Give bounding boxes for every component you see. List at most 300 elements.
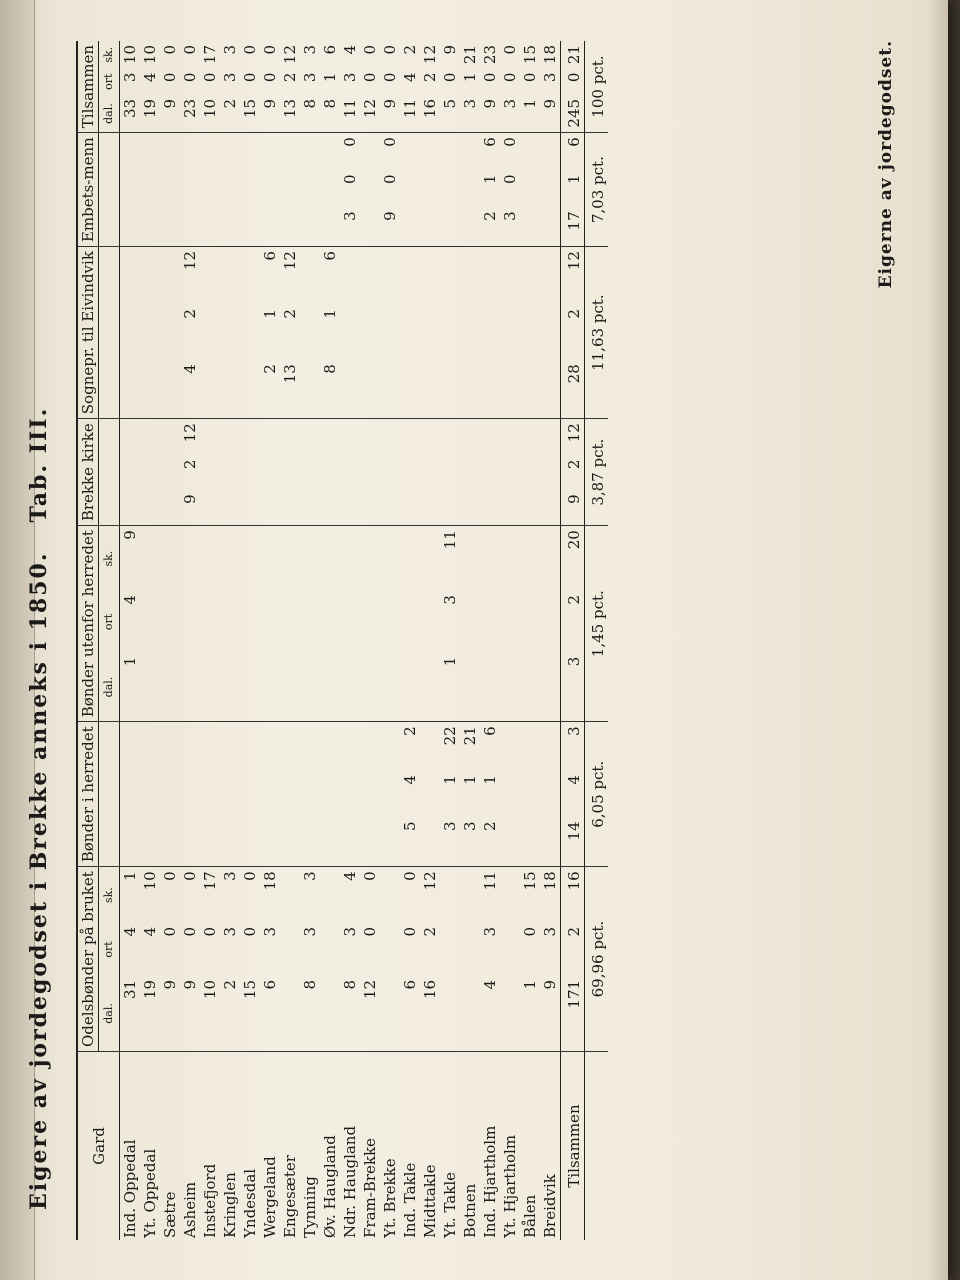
cell-utenfor <box>500 591 520 653</box>
cell-sum: 15 <box>521 44 539 65</box>
cell-utenfor <box>540 526 561 591</box>
gard-name: Øv. Haugland <box>321 1135 339 1238</box>
cell-herred <box>220 771 240 817</box>
gard-name: Yndesdal <box>241 1168 259 1238</box>
cell-kirke <box>200 490 220 525</box>
cell-sogn <box>160 247 180 306</box>
cell-sum: 1 <box>520 95 540 133</box>
cell-utenfor <box>520 653 540 722</box>
cell-odel: 12 <box>360 976 380 1052</box>
unit-ort: ort <box>99 923 120 976</box>
cell-herred <box>280 818 300 867</box>
cell-kirke <box>320 456 340 491</box>
cell-sum: 15 <box>240 95 260 133</box>
cell-sogn <box>400 247 420 306</box>
cell-kirke <box>300 419 320 456</box>
cell-utenfor <box>320 591 340 653</box>
cell-sogn <box>140 247 160 306</box>
cell-odel: 1 <box>121 871 139 881</box>
cell-sum: 3 <box>221 44 239 55</box>
cell-kirke <box>220 456 240 491</box>
cell-sogn <box>200 360 220 419</box>
ownership-table <box>76 41 608 1240</box>
cell-sogn <box>300 360 320 419</box>
cell-kirke <box>480 456 500 491</box>
cell-sogn <box>400 305 420 360</box>
cell-herred <box>360 722 380 771</box>
book-binding <box>928 0 948 1280</box>
cell-sum: 2 <box>281 72 299 83</box>
cell-embets <box>120 170 141 207</box>
cell-sogn <box>240 247 260 306</box>
cell-sum: 0 <box>381 44 399 55</box>
cell-utenfor <box>280 653 300 722</box>
table-row <box>180 41 200 1240</box>
cell-embets: 2 <box>480 207 500 246</box>
cell-kirke <box>160 419 180 456</box>
cell-kirke <box>260 456 280 491</box>
total-embets: 17 <box>561 207 585 246</box>
cell-kirke <box>320 419 340 456</box>
cell-kirke <box>120 456 141 491</box>
title-text: Eigere av jordegodset i Brekke anneks i 1850. <box>26 551 52 1210</box>
cell-embets <box>400 207 420 246</box>
cell-herred <box>160 771 180 817</box>
cell-sogn: 2 <box>281 309 299 319</box>
cell-embets <box>520 207 540 246</box>
cell-herred <box>500 771 520 817</box>
table-title <box>26 20 52 1260</box>
cell-kirke <box>360 419 380 456</box>
cell-odel: 10 <box>200 976 220 1052</box>
cell-sogn <box>540 360 561 419</box>
cell-sogn <box>440 247 460 306</box>
total-sum: 0 <box>561 69 585 95</box>
cell-embets <box>360 170 380 207</box>
cell-kirke <box>420 456 440 491</box>
cell-utenfor <box>240 653 260 722</box>
cell-sogn <box>480 360 500 419</box>
cell-utenfor <box>220 526 240 591</box>
cell-herred <box>260 818 280 867</box>
gard-name: Instefjord <box>201 1163 219 1238</box>
total-herred: 4 <box>561 771 585 817</box>
cell-sogn <box>200 247 220 306</box>
cell-herred: 5 <box>400 818 420 867</box>
cell-kirke <box>220 419 240 456</box>
cell-sogn <box>340 360 360 419</box>
cell-sum: 4 <box>341 44 359 55</box>
col-gard: Gard <box>77 1052 120 1241</box>
total-utenfor: 2 <box>561 591 585 653</box>
cell-kirke <box>460 456 480 491</box>
rotated-table-canvas <box>6 20 906 1260</box>
cell-odel: 3 <box>261 926 279 937</box>
cell-kirke <box>240 456 260 491</box>
gard-name: Ind. Hjartholm <box>481 1125 499 1238</box>
cell-utenfor <box>420 591 440 653</box>
cell-kirke <box>520 456 540 491</box>
cell-embets <box>420 170 440 207</box>
cell-embets <box>280 170 300 207</box>
cell-sum: 2 <box>421 72 439 83</box>
cell-sogn <box>400 360 420 419</box>
gard-name: Wergeland <box>261 1156 279 1238</box>
gard-name: Yt. Takle <box>441 1171 459 1238</box>
cell-kirke <box>540 456 561 491</box>
cell-herred: 3 <box>460 818 480 867</box>
cell-herred <box>340 771 360 817</box>
cell-embets <box>520 170 540 207</box>
table-row <box>320 41 340 1240</box>
cell-embets: 0 <box>381 174 399 184</box>
cell-kirke <box>540 490 561 525</box>
cell-herred <box>340 722 360 771</box>
cell-odel: 10 <box>141 871 159 891</box>
cell-herred <box>540 722 561 771</box>
table-row <box>300 41 320 1240</box>
table-body <box>120 41 609 1240</box>
cell-herred: 2 <box>480 818 500 867</box>
cell-utenfor <box>540 591 561 653</box>
cell-utenfor <box>320 526 340 591</box>
total-kirke: 9 <box>561 490 585 525</box>
cell-odel: 0 <box>361 871 379 881</box>
cell-embets <box>120 133 141 171</box>
cell-sum: 0 <box>501 72 519 83</box>
cell-sum: 0 <box>181 44 199 55</box>
cell-kirke <box>400 419 420 456</box>
cell-sum: 0 <box>361 72 379 83</box>
cell-herred: 1 <box>481 775 499 785</box>
cell-sum: 0 <box>161 72 179 83</box>
cell-utenfor <box>340 653 360 722</box>
cell-herred: 3 <box>440 818 460 867</box>
cell-herred <box>520 771 540 817</box>
gard-name: Ind. Oppedal <box>121 1139 139 1238</box>
cell-odel: 4 <box>341 871 359 881</box>
cell-utenfor <box>320 653 340 722</box>
cell-sogn <box>120 247 141 306</box>
cell-odel: 8 <box>300 976 320 1052</box>
cell-odel: 0 <box>401 926 419 937</box>
cell-utenfor <box>400 526 420 591</box>
unit-dal: dal. <box>99 653 120 722</box>
percent-odel: 69,96 pct. <box>585 867 609 1052</box>
cell-embets <box>240 207 260 246</box>
unit-dal: dal. <box>99 976 120 1052</box>
cell-herred <box>360 818 380 867</box>
cell-sum: 0 <box>241 72 259 83</box>
cell-sogn <box>440 305 460 360</box>
cell-odel: 18 <box>541 871 559 891</box>
cell-odel: 19 <box>140 976 160 1052</box>
cell-embets <box>320 133 340 171</box>
cell-odel: 11 <box>481 871 499 891</box>
cell-odel <box>500 867 520 923</box>
cell-utenfor <box>420 526 440 591</box>
cell-kirke <box>340 490 360 525</box>
cell-sogn <box>160 305 180 360</box>
gard-name: Botnen <box>461 1183 479 1238</box>
cell-herred <box>540 818 561 867</box>
cell-embets: 6 <box>481 137 499 147</box>
cell-embets: 3 <box>500 207 520 246</box>
cell-odel: 0 <box>361 926 379 937</box>
cell-utenfor: 1 <box>440 653 460 722</box>
cell-odel: 6 <box>260 976 280 1052</box>
cell-utenfor <box>240 526 260 591</box>
cell-herred <box>420 722 440 771</box>
cell-sum: 3 <box>460 95 480 133</box>
cell-sum: 23 <box>180 95 200 133</box>
cell-sogn <box>340 305 360 360</box>
col-brekke-kirke: Brekke kirke <box>77 419 99 526</box>
percent-embets: 7,03 pct. <box>585 133 609 247</box>
cell-odel <box>280 867 300 923</box>
cell-odel: 9 <box>160 976 180 1052</box>
cell-odel: 3 <box>221 871 239 881</box>
col-odel: Odelsbønder på bruket <box>77 867 99 1052</box>
cell-utenfor: 11 <box>441 530 459 550</box>
cell-odel: 0 <box>521 926 539 937</box>
gard-name: Breidvik <box>541 1174 559 1238</box>
table-row <box>440 41 460 1240</box>
cell-sogn: 12 <box>281 251 299 271</box>
cell-kirke <box>140 456 160 491</box>
cell-odel <box>320 923 340 976</box>
cell-embets: 0 <box>341 137 359 147</box>
cell-sogn <box>220 305 240 360</box>
cell-kirke <box>460 490 480 525</box>
cell-odel: 0 <box>241 926 259 937</box>
cell-embets <box>540 207 561 246</box>
cell-utenfor <box>160 591 180 653</box>
cell-odel <box>460 923 480 976</box>
cell-sogn <box>520 247 540 306</box>
cell-kirke <box>240 419 260 456</box>
cell-embets <box>200 207 220 246</box>
percent-sogn: 11,63 pct. <box>585 247 609 419</box>
cell-utenfor <box>160 653 180 722</box>
cell-kirke <box>540 419 561 456</box>
cell-sum: 19 <box>140 95 160 133</box>
cell-utenfor <box>180 526 200 591</box>
cell-embets <box>160 207 180 246</box>
cell-embets <box>180 133 200 171</box>
cell-sum: 3 <box>500 95 520 133</box>
cell-embets <box>300 207 320 246</box>
cell-utenfor <box>460 591 480 653</box>
cell-embets <box>160 133 180 171</box>
cell-herred <box>520 818 540 867</box>
cell-sogn: 2 <box>260 360 280 419</box>
cell-sogn <box>500 305 520 360</box>
cell-sum: 0 <box>261 72 279 83</box>
cell-kirke <box>500 490 520 525</box>
cell-embets: 0 <box>341 174 359 184</box>
cell-sum: 9 <box>441 44 459 55</box>
total-sogn: 28 <box>561 360 585 419</box>
unit-sk: sk. <box>99 41 120 69</box>
cell-herred: 21 <box>461 726 479 746</box>
cell-kirke <box>320 490 340 525</box>
header-row <box>77 41 99 1240</box>
cell-herred <box>240 722 260 771</box>
cell-sum: 13 <box>280 95 300 133</box>
cell-kirke <box>260 490 280 525</box>
cell-sogn: 4 <box>180 360 200 419</box>
cell-embets <box>240 133 260 171</box>
cell-sum: 12 <box>360 95 380 133</box>
col-embetsmenn: Embets-menn <box>77 133 99 247</box>
cell-sogn <box>340 247 360 306</box>
gard-name: Yt. Brekke <box>381 1158 399 1238</box>
cell-herred: 22 <box>441 726 459 746</box>
cell-sum: 16 <box>420 95 440 133</box>
cell-utenfor <box>280 526 300 591</box>
cell-embets: 0 <box>501 137 519 147</box>
cell-kirke <box>120 419 141 456</box>
cell-sum: 0 <box>161 44 179 55</box>
cell-odel: 0 <box>181 926 199 937</box>
cell-sogn <box>120 360 141 419</box>
cell-herred <box>320 771 340 817</box>
cell-herred <box>220 722 240 771</box>
cell-embets <box>140 133 160 171</box>
cell-sum: 5 <box>440 95 460 133</box>
cell-kirke <box>360 456 380 491</box>
cell-sogn <box>380 305 400 360</box>
cell-utenfor: 9 <box>121 530 139 540</box>
table-row <box>400 41 420 1240</box>
cell-embets <box>220 207 240 246</box>
cell-odel: 6 <box>400 976 420 1052</box>
cell-utenfor: 4 <box>121 595 139 605</box>
total-sogn: 12 <box>561 247 585 306</box>
cell-odel <box>280 976 300 1052</box>
cell-kirke <box>200 456 220 491</box>
cell-embets <box>260 133 280 171</box>
cell-utenfor <box>500 653 520 722</box>
cell-embets <box>440 207 460 246</box>
cell-kirke <box>120 490 141 525</box>
cell-utenfor: 1 <box>120 653 141 722</box>
cell-odel <box>460 976 480 1052</box>
cell-kirke <box>340 419 360 456</box>
cell-sogn <box>460 360 480 419</box>
cell-embets <box>260 207 280 246</box>
cell-utenfor <box>300 653 320 722</box>
cell-kirke <box>140 490 160 525</box>
cell-sogn <box>360 247 380 306</box>
gard-name: Yt. Oppedal <box>141 1148 159 1238</box>
cell-herred <box>140 818 160 867</box>
cell-herred <box>220 818 240 867</box>
cell-utenfor <box>480 653 500 722</box>
cell-utenfor <box>260 591 280 653</box>
cell-herred <box>340 818 360 867</box>
cell-utenfor <box>460 526 480 591</box>
cell-odel <box>380 867 400 923</box>
cell-utenfor <box>180 591 200 653</box>
cell-kirke <box>400 456 420 491</box>
total-sum: 245 <box>561 95 585 133</box>
cell-odel: 3 <box>481 926 499 937</box>
cell-sum: 0 <box>201 72 219 83</box>
cell-utenfor <box>340 526 360 591</box>
cell-sum: 11 <box>340 95 360 133</box>
gard-name: Fram-Brekke <box>361 1138 379 1238</box>
cell-odel: 18 <box>261 871 279 891</box>
totals-label: Tilsammen <box>561 1052 585 1241</box>
total-utenfor: 20 <box>561 526 585 591</box>
cell-sum: 3 <box>121 72 139 83</box>
table-row <box>360 41 380 1240</box>
cell-herred <box>300 818 320 867</box>
cell-sum: 2 <box>401 44 419 55</box>
cell-sogn: 13 <box>280 360 300 419</box>
unit-ort: ort <box>99 69 120 95</box>
cell-odel: 12 <box>421 871 439 891</box>
cell-herred <box>120 771 141 817</box>
cell-herred <box>200 818 220 867</box>
table-row <box>520 41 540 1240</box>
cell-utenfor <box>500 526 520 591</box>
total-herred: 3 <box>561 722 585 771</box>
cell-odel: 0 <box>241 871 259 881</box>
cell-sum: 0 <box>261 44 279 55</box>
unit-ort: ort <box>99 591 120 653</box>
table-row <box>220 41 240 1240</box>
total-embets: 1 <box>561 170 585 207</box>
cell-odel: 3 <box>541 926 559 937</box>
cell-sum: 9 <box>480 95 500 133</box>
gard-name: Kringlen <box>221 1172 239 1238</box>
cell-embets <box>200 170 220 207</box>
cell-herred <box>200 771 220 817</box>
cell-sum: 12 <box>281 44 299 65</box>
cell-herred <box>320 818 340 867</box>
table-row <box>380 41 400 1240</box>
cell-utenfor <box>400 653 420 722</box>
cell-sogn <box>420 247 440 306</box>
table-row <box>140 41 160 1240</box>
cell-herred <box>260 771 280 817</box>
cell-odel: 4 <box>121 926 139 937</box>
cell-sogn <box>240 360 260 419</box>
cell-odel <box>320 867 340 923</box>
cell-kirke <box>340 456 360 491</box>
cell-sum: 21 <box>461 44 479 65</box>
cell-embets <box>320 207 340 246</box>
cell-embets <box>140 207 160 246</box>
cell-sum: 0 <box>381 72 399 83</box>
cell-embets: 1 <box>481 174 499 184</box>
cell-herred <box>420 818 440 867</box>
cell-sum: 1 <box>321 72 339 83</box>
cell-kirke <box>520 490 540 525</box>
cell-sum: 8 <box>300 95 320 133</box>
cell-odel <box>380 923 400 976</box>
cell-kirke <box>260 419 280 456</box>
cell-odel <box>280 923 300 976</box>
cell-utenfor <box>140 591 160 653</box>
cell-herred <box>380 771 400 817</box>
percent-herred: 6,05 pct. <box>585 722 609 867</box>
cell-odel <box>500 923 520 976</box>
cell-embets <box>460 133 480 171</box>
